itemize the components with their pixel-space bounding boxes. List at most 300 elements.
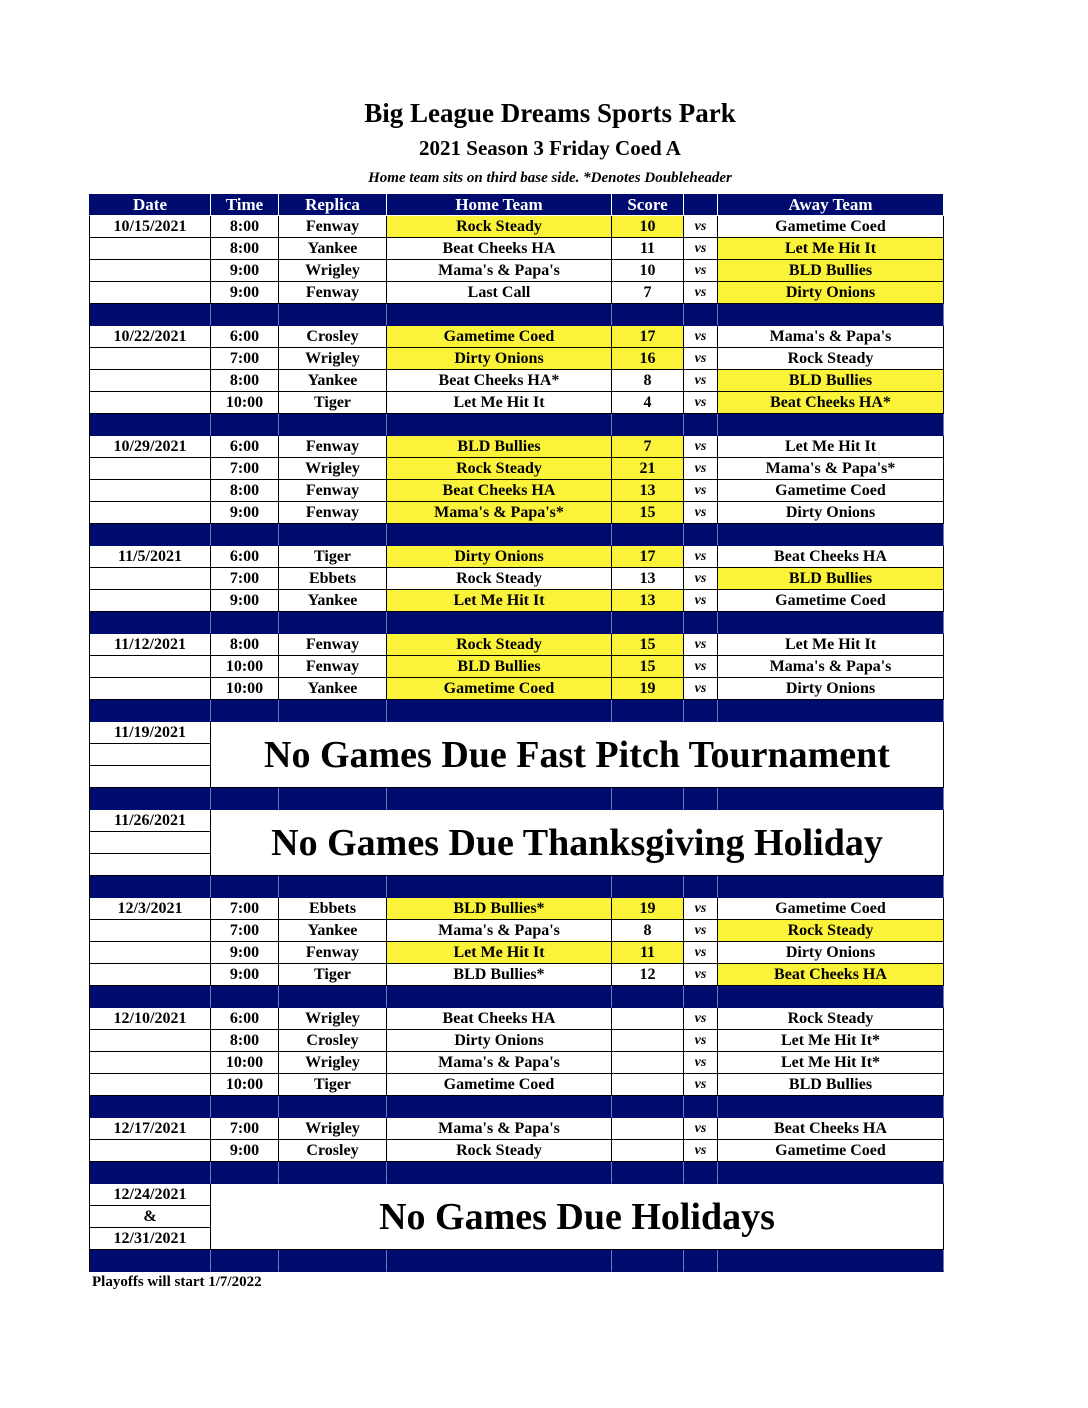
date-cell	[89, 458, 211, 480]
week-separator-row	[89, 876, 944, 898]
separator-cell	[89, 1096, 211, 1118]
separator-cell	[89, 612, 211, 634]
away-team-cell: Beat Cheeks HA	[718, 964, 944, 986]
vs-label: vs	[684, 282, 718, 304]
replica-cell: Ebbets	[279, 568, 387, 590]
home-team-cell: BLD Bullies*	[387, 964, 612, 986]
vs-label: vs	[684, 1140, 718, 1162]
date-cell	[89, 238, 211, 260]
time-cell: 9:00	[211, 942, 279, 964]
replica-cell: Crosley	[279, 1140, 387, 1162]
replica-cell: Wrigley	[279, 348, 387, 370]
home-team-cell: Let Me Hit It	[387, 392, 612, 414]
away-team-cell: Rock Steady	[718, 920, 944, 942]
time-cell: 7:00	[211, 348, 279, 370]
away-team-cell: Beat Cheeks HA*	[718, 392, 944, 414]
separator-cell	[387, 876, 612, 898]
time-cell: 6:00	[211, 1008, 279, 1030]
date-cell	[89, 854, 211, 876]
week-separator-row	[89, 524, 944, 546]
date-cell: 11/5/2021	[89, 546, 211, 568]
score-cell: 17	[612, 546, 684, 568]
separator-cell	[684, 304, 718, 326]
separator-cell	[279, 414, 387, 436]
away-team-cell: Let Me Hit It	[718, 436, 944, 458]
separator-cell	[684, 612, 718, 634]
home-team-cell: Rock Steady	[387, 216, 612, 238]
date-cell: 10/22/2021	[89, 326, 211, 348]
score-cell	[612, 1052, 684, 1074]
game-row	[89, 216, 944, 238]
game-row	[89, 370, 944, 392]
separator-cell	[89, 876, 211, 898]
game-row	[89, 238, 944, 260]
home-team-cell: Gametime Coed	[387, 678, 612, 700]
week-separator-row	[89, 304, 944, 326]
date-cell	[89, 392, 211, 414]
week-separator-row	[89, 1096, 944, 1118]
header-away-team: Away Team	[718, 194, 944, 216]
time-cell: 10:00	[211, 392, 279, 414]
home-team-cell: Gametime Coed	[387, 326, 612, 348]
away-team-cell: Mama's & Papa's	[718, 326, 944, 348]
separator-cell	[387, 788, 612, 810]
game-row	[89, 1074, 944, 1096]
date-cell: &	[89, 1206, 211, 1228]
vs-label: vs	[684, 458, 718, 480]
home-team-cell: Let Me Hit It	[387, 942, 612, 964]
replica-cell: Yankee	[279, 370, 387, 392]
home-team-cell: Mama's & Papa's	[387, 1118, 612, 1140]
no-games-message: No Games Due Fast Pitch Tournament	[211, 722, 944, 788]
game-row	[89, 678, 944, 700]
score-cell: 16	[612, 348, 684, 370]
vs-label: vs	[684, 546, 718, 568]
separator-cell	[387, 524, 612, 546]
replica-cell: Yankee	[279, 678, 387, 700]
time-cell: 7:00	[211, 1118, 279, 1140]
home-team-cell: Dirty Onions	[387, 1030, 612, 1052]
page-subtitle: 2021 Season 3 Friday Coed A	[419, 136, 681, 160]
away-team-cell: Let Me Hit It	[718, 238, 944, 260]
replica-cell: Crosley	[279, 1030, 387, 1052]
date-cell	[89, 1074, 211, 1096]
vs-label: vs	[684, 1074, 718, 1096]
home-team-cell: Beat Cheeks HA	[387, 1008, 612, 1030]
game-row	[89, 634, 944, 656]
score-cell	[612, 1140, 684, 1162]
home-team-cell: Mama's & Papa's	[387, 920, 612, 942]
separator-cell	[387, 304, 612, 326]
date-cell: 11/12/2021	[89, 634, 211, 656]
time-cell: 7:00	[211, 458, 279, 480]
away-team-cell: Gametime Coed	[718, 590, 944, 612]
game-row	[89, 282, 944, 304]
separator-cell	[89, 700, 211, 722]
separator-cell	[279, 524, 387, 546]
score-cell: 7	[612, 436, 684, 458]
separator-cell	[718, 1250, 944, 1272]
score-cell: 19	[612, 898, 684, 920]
date-cell: 12/17/2021	[89, 1118, 211, 1140]
date-cell	[89, 590, 211, 612]
score-cell: 12	[612, 964, 684, 986]
game-row	[89, 568, 944, 590]
away-team-cell: Dirty Onions	[718, 678, 944, 700]
separator-cell	[612, 1250, 684, 1272]
home-team-cell: Mama's & Papa's	[387, 260, 612, 282]
week-separator-row	[89, 986, 944, 1008]
no-games-message: No Games Due Thanksgiving Holiday	[211, 810, 944, 876]
vs-label: vs	[684, 898, 718, 920]
game-row	[89, 898, 944, 920]
score-cell	[612, 1118, 684, 1140]
time-cell: 10:00	[211, 656, 279, 678]
time-cell: 9:00	[211, 260, 279, 282]
time-cell: 9:00	[211, 964, 279, 986]
separator-cell	[89, 1162, 211, 1184]
separator-cell	[718, 304, 944, 326]
vs-label: vs	[684, 1052, 718, 1074]
separator-cell	[89, 788, 211, 810]
date-cell	[89, 766, 211, 788]
separator-cell	[279, 1096, 387, 1118]
separator-cell	[718, 1162, 944, 1184]
header-replica: Replica	[279, 194, 387, 216]
home-team-cell: BLD Bullies	[387, 436, 612, 458]
time-cell: 6:00	[211, 436, 279, 458]
vs-label: vs	[684, 260, 718, 282]
time-cell: 8:00	[211, 1030, 279, 1052]
home-team-cell: Gametime Coed	[387, 1074, 612, 1096]
separator-cell	[89, 524, 211, 546]
separator-cell	[387, 1096, 612, 1118]
vs-label: vs	[684, 370, 718, 392]
separator-cell	[279, 986, 387, 1008]
separator-cell	[612, 304, 684, 326]
time-cell: 10:00	[211, 1074, 279, 1096]
home-team-cell: Beat Cheeks HA	[387, 238, 612, 260]
page-title: Big League Dreams Sports Park	[364, 98, 736, 128]
home-team-cell: Dirty Onions	[387, 348, 612, 370]
replica-cell: Tiger	[279, 1074, 387, 1096]
separator-cell	[279, 304, 387, 326]
date-cell	[89, 260, 211, 282]
separator-cell	[387, 612, 612, 634]
separator-cell	[684, 1096, 718, 1118]
separator-cell	[387, 1250, 612, 1272]
separator-cell	[211, 1250, 279, 1272]
week-separator-row	[89, 612, 944, 634]
game-row	[89, 326, 944, 348]
date-cell	[89, 348, 211, 370]
date-cell: 11/26/2021	[89, 810, 211, 832]
separator-cell	[211, 524, 279, 546]
time-cell: 8:00	[211, 480, 279, 502]
vs-label: vs	[684, 964, 718, 986]
replica-cell: Yankee	[279, 920, 387, 942]
separator-cell	[612, 612, 684, 634]
date-cell	[89, 1052, 211, 1074]
time-cell: 9:00	[211, 1140, 279, 1162]
week-separator-row	[89, 414, 944, 436]
replica-cell: Fenway	[279, 436, 387, 458]
score-cell	[612, 1030, 684, 1052]
separator-cell	[684, 1162, 718, 1184]
vs-label: vs	[684, 1118, 718, 1140]
away-team-cell: BLD Bullies	[718, 370, 944, 392]
away-team-cell: Dirty Onions	[718, 942, 944, 964]
separator-cell	[684, 876, 718, 898]
game-row	[89, 1008, 944, 1030]
game-row	[89, 436, 944, 458]
separator-cell	[612, 876, 684, 898]
away-team-cell: Gametime Coed	[718, 898, 944, 920]
replica-cell: Yankee	[279, 590, 387, 612]
replica-cell: Wrigley	[279, 1008, 387, 1030]
vs-label: vs	[684, 1008, 718, 1030]
home-team-cell: Mama's & Papa's	[387, 1052, 612, 1074]
separator-cell	[89, 986, 211, 1008]
week-separator-row	[89, 700, 944, 722]
score-cell: 8	[612, 370, 684, 392]
date-cell	[89, 1140, 211, 1162]
home-team-cell: Rock Steady	[387, 458, 612, 480]
separator-cell	[211, 986, 279, 1008]
playoffs-note: Playoffs will start 1/7/2022	[92, 1274, 262, 1290]
vs-label: vs	[684, 942, 718, 964]
time-cell: 10:00	[211, 678, 279, 700]
separator-cell	[718, 788, 944, 810]
time-cell: 8:00	[211, 634, 279, 656]
replica-cell: Ebbets	[279, 898, 387, 920]
separator-cell	[279, 788, 387, 810]
game-row	[89, 1140, 944, 1162]
separator-cell	[211, 876, 279, 898]
score-cell: 15	[612, 502, 684, 524]
vs-label: vs	[684, 436, 718, 458]
replica-cell: Tiger	[279, 964, 387, 986]
date-cell	[89, 678, 211, 700]
away-team-cell: Let Me Hit It	[718, 634, 944, 656]
replica-cell: Wrigley	[279, 458, 387, 480]
home-team-cell: Dirty Onions	[387, 546, 612, 568]
replica-cell: Fenway	[279, 282, 387, 304]
separator-cell	[612, 524, 684, 546]
time-cell: 9:00	[211, 502, 279, 524]
score-cell: 13	[612, 568, 684, 590]
vs-label: vs	[684, 502, 718, 524]
separator-cell	[718, 876, 944, 898]
time-cell: 8:00	[211, 216, 279, 238]
date-cell	[89, 1030, 211, 1052]
vs-label: vs	[684, 326, 718, 348]
away-team-cell: Dirty Onions	[718, 502, 944, 524]
replica-cell: Fenway	[279, 480, 387, 502]
away-team-cell: Beat Cheeks HA	[718, 1118, 944, 1140]
separator-cell	[89, 1250, 211, 1272]
week-separator-row	[89, 1162, 944, 1184]
separator-cell	[718, 524, 944, 546]
game-row	[89, 1118, 944, 1140]
time-cell: 7:00	[211, 898, 279, 920]
separator-cell	[718, 612, 944, 634]
score-cell: 15	[612, 656, 684, 678]
home-team-cell: Rock Steady	[387, 1140, 612, 1162]
away-team-cell: Rock Steady	[718, 348, 944, 370]
away-team-cell: Dirty Onions	[718, 282, 944, 304]
replica-cell: Wrigley	[279, 1052, 387, 1074]
replica-cell: Fenway	[279, 502, 387, 524]
separator-cell	[89, 414, 211, 436]
vs-label: vs	[684, 590, 718, 612]
home-team-cell: Let Me Hit It	[387, 590, 612, 612]
date-cell	[89, 942, 211, 964]
game-row	[89, 590, 944, 612]
away-team-cell: Let Me Hit It*	[718, 1052, 944, 1074]
date-cell	[89, 480, 211, 502]
separator-cell	[718, 414, 944, 436]
score-cell: 8	[612, 920, 684, 942]
date-cell	[89, 832, 211, 854]
separator-cell	[279, 1250, 387, 1272]
schedule-note: Home team sits on third base side. *Denotes Doubleheader	[368, 170, 732, 186]
separator-cell	[684, 1250, 718, 1272]
score-cell: 17	[612, 326, 684, 348]
away-team-cell: Beat Cheeks HA	[718, 546, 944, 568]
separator-cell	[211, 612, 279, 634]
separator-cell	[612, 700, 684, 722]
separator-cell	[387, 700, 612, 722]
separator-cell	[279, 612, 387, 634]
date-cell	[89, 964, 211, 986]
separator-cell	[211, 788, 279, 810]
vs-label: vs	[684, 392, 718, 414]
header-score: Score	[612, 194, 684, 216]
score-cell	[612, 1008, 684, 1030]
separator-cell	[684, 524, 718, 546]
separator-cell	[211, 304, 279, 326]
separator-cell	[718, 700, 944, 722]
separator-cell	[612, 986, 684, 1008]
away-team-cell: Mama's & Papa's	[718, 656, 944, 678]
vs-label: vs	[684, 216, 718, 238]
separator-cell	[279, 876, 387, 898]
date-cell	[89, 568, 211, 590]
separator-cell	[612, 1096, 684, 1118]
replica-cell: Wrigley	[279, 260, 387, 282]
replica-cell: Fenway	[279, 216, 387, 238]
score-cell: 10	[612, 216, 684, 238]
separator-cell	[684, 700, 718, 722]
separator-cell	[612, 788, 684, 810]
home-team-cell: Mama's & Papa's*	[387, 502, 612, 524]
time-cell: 10:00	[211, 1052, 279, 1074]
home-team-cell: Rock Steady	[387, 634, 612, 656]
date-cell	[89, 744, 211, 766]
away-team-cell: Let Me Hit It*	[718, 1030, 944, 1052]
date-cell	[89, 370, 211, 392]
header-time: Time	[211, 194, 279, 216]
time-cell: 9:00	[211, 282, 279, 304]
separator-cell	[89, 304, 211, 326]
score-cell: 19	[612, 678, 684, 700]
separator-cell	[211, 414, 279, 436]
date-cell: 12/3/2021	[89, 898, 211, 920]
game-row	[89, 1052, 944, 1074]
date-cell: 12/10/2021	[89, 1008, 211, 1030]
separator-cell	[211, 1096, 279, 1118]
home-team-cell: Beat Cheeks HA*	[387, 370, 612, 392]
time-cell: 6:00	[211, 326, 279, 348]
vs-label: vs	[684, 568, 718, 590]
away-team-cell: Gametime Coed	[718, 216, 944, 238]
score-cell: 11	[612, 238, 684, 260]
game-row	[89, 502, 944, 524]
away-team-cell: Mama's & Papa's*	[718, 458, 944, 480]
week-separator-row	[89, 788, 944, 810]
replica-cell: Fenway	[279, 634, 387, 656]
score-cell: 10	[612, 260, 684, 282]
separator-cell	[718, 1096, 944, 1118]
separator-cell	[612, 1162, 684, 1184]
date-cell	[89, 502, 211, 524]
vs-label: vs	[684, 920, 718, 942]
home-team-cell: BLD Bullies	[387, 656, 612, 678]
week-separator-row	[89, 1250, 944, 1272]
replica-cell: Crosley	[279, 326, 387, 348]
away-team-cell: BLD Bullies	[718, 1074, 944, 1096]
score-cell: 7	[612, 282, 684, 304]
date-cell: 10/15/2021	[89, 216, 211, 238]
separator-cell	[387, 1162, 612, 1184]
game-row	[89, 964, 944, 986]
score-cell	[612, 1074, 684, 1096]
vs-label: vs	[684, 348, 718, 370]
date-cell: 12/31/2021	[89, 1228, 211, 1250]
replica-cell: Fenway	[279, 656, 387, 678]
away-team-cell: BLD Bullies	[718, 260, 944, 282]
game-row	[89, 1030, 944, 1052]
game-row	[89, 942, 944, 964]
game-row	[89, 656, 944, 678]
game-row	[89, 546, 944, 568]
date-cell: 12/24/2021	[89, 1184, 211, 1206]
time-cell: 8:00	[211, 238, 279, 260]
away-team-cell: BLD Bullies	[718, 568, 944, 590]
away-team-cell: Gametime Coed	[718, 1140, 944, 1162]
score-cell: 11	[612, 942, 684, 964]
home-team-cell: Rock Steady	[387, 568, 612, 590]
separator-cell	[387, 414, 612, 436]
game-row	[89, 920, 944, 942]
date-cell	[89, 656, 211, 678]
vs-label: vs	[684, 678, 718, 700]
away-team-cell: Gametime Coed	[718, 480, 944, 502]
separator-cell	[279, 700, 387, 722]
replica-cell: Fenway	[279, 942, 387, 964]
home-team-cell: Last Call	[387, 282, 612, 304]
separator-cell	[684, 986, 718, 1008]
replica-cell: Tiger	[279, 392, 387, 414]
separator-cell	[387, 986, 612, 1008]
game-row	[89, 458, 944, 480]
vs-label: vs	[684, 1030, 718, 1052]
separator-cell	[211, 1162, 279, 1184]
vs-label: vs	[684, 634, 718, 656]
separator-cell	[211, 700, 279, 722]
date-cell	[89, 920, 211, 942]
